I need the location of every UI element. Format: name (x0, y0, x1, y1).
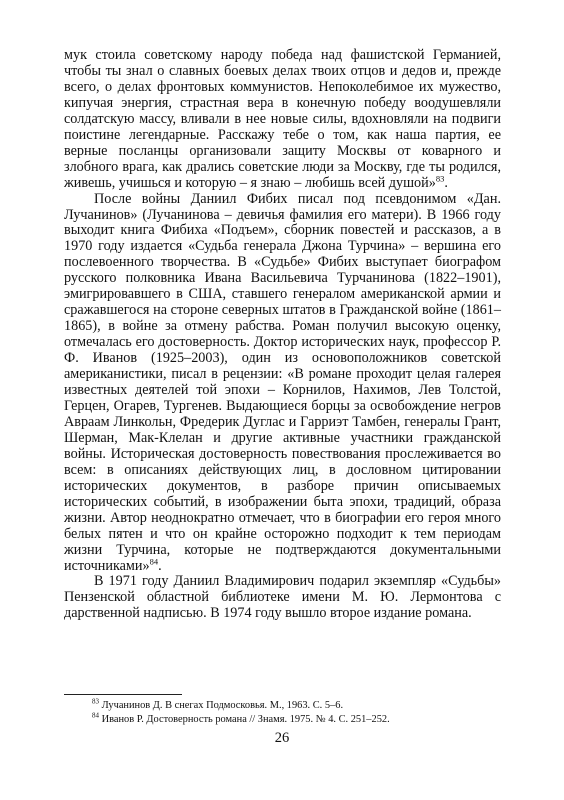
paragraph-1-text: мук стоила советскому народу победа над фашистской Германией, чтобы ты знал о славных боевых делах твоих отцов и дедов и, прежде всего, о делах фронтовых коммунистов. Непоколебимое их мужество, кипучая энергия, страстная вера в конечную победу воодушевляли солдатскую массу, вливали в нее новые силы, вдохновляли на подвиги поистине легендарные. Расскажу тебе о том, как наша партия, ее верные посланцы организовали защиту Москвы от коварного и злобного врага, как дрались советские люди за Москву, где ты родился, живешь, учишься и которую – я знаю – любишь всей душой» (64, 47, 501, 191)
paragraph-2-end: . (158, 557, 162, 574)
footnote-ref-83: 83 (435, 172, 445, 183)
footnote-text: Иванов Р. Достоверность романа // Знамя. 1975. № 4. С. 251–252. (101, 714, 390, 725)
paragraph-1-end: . (444, 174, 448, 191)
footnotes (64, 699, 501, 727)
footnote-83 (92, 699, 501, 713)
footnote-ref-84: 84 (149, 555, 159, 566)
footnote-text: Лучанинов Д. В снегах Подмосковья. М., 1963. С. 5–6. (101, 700, 344, 711)
footnote-number: 84 (92, 711, 99, 720)
body-text (64, 48, 501, 622)
footnote-separator (64, 694, 182, 695)
footnote-84 (92, 713, 501, 727)
paragraph-3 (64, 574, 501, 622)
paragraph-1 (64, 48, 501, 192)
paragraph-2-text: После войны Даниил Фибих писал под псевдонимом «Дан. Лучанинов» (Лучанинова – девичья фамилия его матери). В 1966 году выходит книга Фибиха «Подъем», сборник повестей и рассказов, а в 1970 году издается «Судьба генерала Джона Турчина» – вершина его послевоенного творчества. В «Судьбе» Фибих выступает биографом русского полковника Ивана Васильевича Турчанинова (1822–1901), эмигрировавшего в США, ставшего генералом американской армии и сражавшегося на стороне северных штатов в Гражданской войне (1861–1865), в войне за отмену рабства. Роман получил высокую оценку, отмечалась его достоверность. Доктор исторических наук, профессор Р. Ф. Иванов (1925–2003), один из основоположников советской американистики, писал в рецензии: «В романе проходит целая галерея известных деятелей той эпохи – Корнилов, Нахимов, Лев Толстой, Герцен, Огарев, Тургенев. Выдающиеся борцы за освобождение негров Авраам Линкольн, Фредерик Дуглас и Гарриэт Тамбен, генералы Грант, Шерман, Мак-Клелан и другие активные участники гражданской войны. Историческая достоверность повествования прослеживается во всем: в описаниях действующих лиц, в дословном цитировании исторических документов, в разборе причин описываемых исторических событий, в изображении быта эпохи, традиций, образа жизни. Автор неоднократно отмечает, что в биографии его героя много белых пятен и что он крайне осторожно подходит к тем периодам жизни Турчина, которые не подтверждаются документальными источниками» (64, 190, 501, 574)
paragraph-3-text: В 1971 году Даниил Владимирович подарил экземпляр «Судьбы» Пензенской областной библиотеке имени М. Ю. Лермонтова с дарственной надписью. В 1974 году вышло второе издание романа. (64, 573, 501, 622)
page-number: 26 (274, 730, 290, 746)
paragraph-2 (64, 192, 501, 575)
footnote-number: 83 (92, 697, 99, 706)
